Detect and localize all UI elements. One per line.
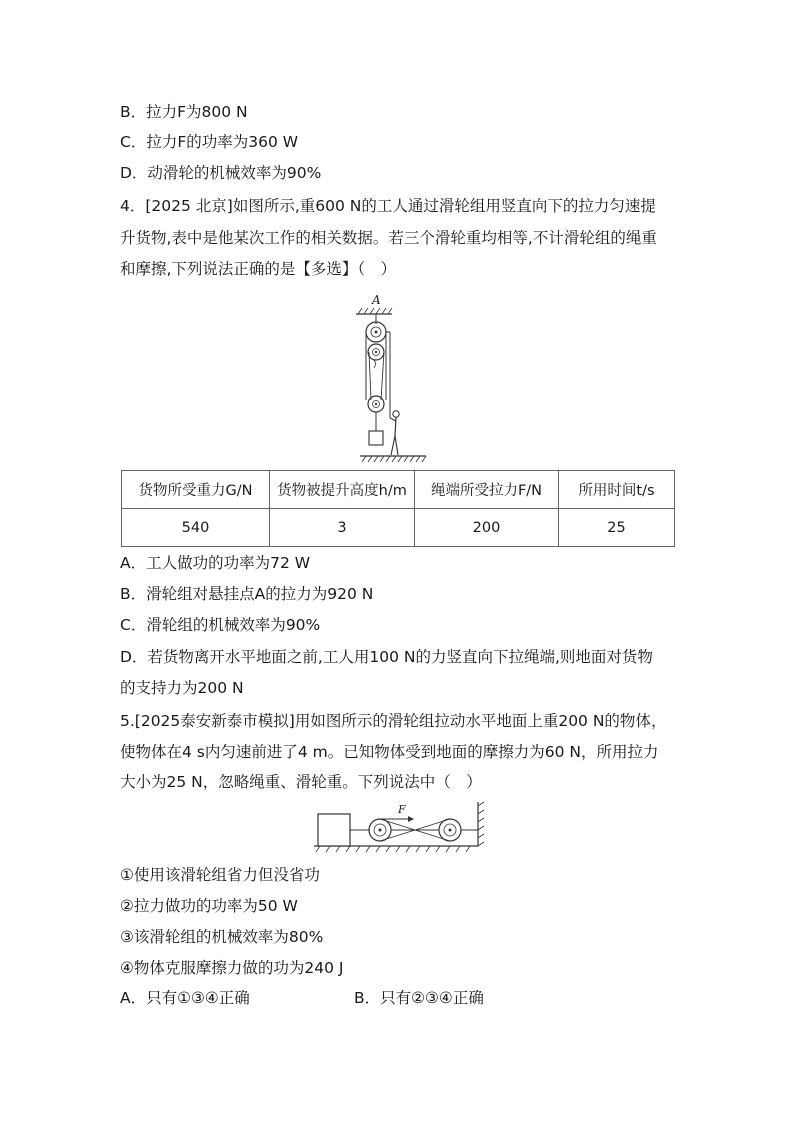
anchor-label: A [372,293,381,307]
horizontal-pulley-figure [310,800,490,856]
q4-stem-line-3: 和摩擦,下列说法正确的是【多选】（ ） [120,260,397,278]
table-header-row [122,471,675,509]
q4-stem-line-2: 升货物,表中是他某次工作的相关数据。若三个滑轮重均相等,不计滑轮组的绳重 [120,229,657,247]
q5-statement-3: ③该滑轮组的机械效率为80% [120,928,324,946]
force-label: F [398,803,406,816]
q4-option-c: C．滑轮组的机械效率为90% [120,616,321,634]
prev-option-d: D．动滑轮的机械效率为90% [120,164,322,182]
q4-option-d-continued: 的支持力为200 N [120,679,244,697]
q4-data-table [121,470,675,547]
q5-stem-line-1: 5.[2025泰安新泰市模拟]用如图所示的滑轮组拉动水平地面上重200 N的物体， [120,712,667,730]
q4-option-a: A．工人做功的功率为72 W [120,554,311,572]
pulley-system-figure [350,290,450,465]
prev-option-c: C．拉力F的功率为360 W [120,133,299,151]
table-cell: 3 [270,509,415,547]
table-header-cell: 所用时间t/s [559,471,675,509]
q5-option-a: A．只有①③④正确 [120,989,250,1007]
table-cell: 200 [415,509,559,547]
q4-stem-line-1: 4．[2025 北京]如图所示,重600 N的工人通过滑轮组用竖直向下的拉力匀速提 [120,197,656,215]
q5-statement-4: ④物体克服摩擦力做的功为240 J [120,959,344,977]
table-header-cell: 绳端所受拉力F/N [415,471,559,509]
table-cell: 540 [122,509,270,547]
table-row [122,509,675,547]
q4-option-d: D．若货物离开水平地面之前,工人用100 N的力竖直向下拉绳端,则地面对货物 [120,648,653,666]
q5-option-b: B．只有②③④正确 [354,989,484,1007]
prev-option-b: B．拉力F为800 N [120,103,248,121]
table-header-cell: 货物被提升高度h/m [270,471,415,509]
q5-stem-line-3: 大小为25 N，忽略绳重、滑轮重。下列说法中（ ） [120,773,482,791]
table-cell: 25 [559,509,675,547]
q5-stem-line-2: 使物体在4 s内匀速前进了4 m。已知物体受到地面的摩擦力为60 N，所用拉力 [120,743,659,761]
q5-statement-2: ②拉力做功的功率为50 W [120,897,298,915]
q4-option-b: B．滑轮组对悬挂点A的拉力为920 N [120,585,374,603]
q5-statement-1: ①使用该滑轮组省力但没省功 [120,866,320,884]
table-header-cell: 货物所受重力G/N [122,471,270,509]
